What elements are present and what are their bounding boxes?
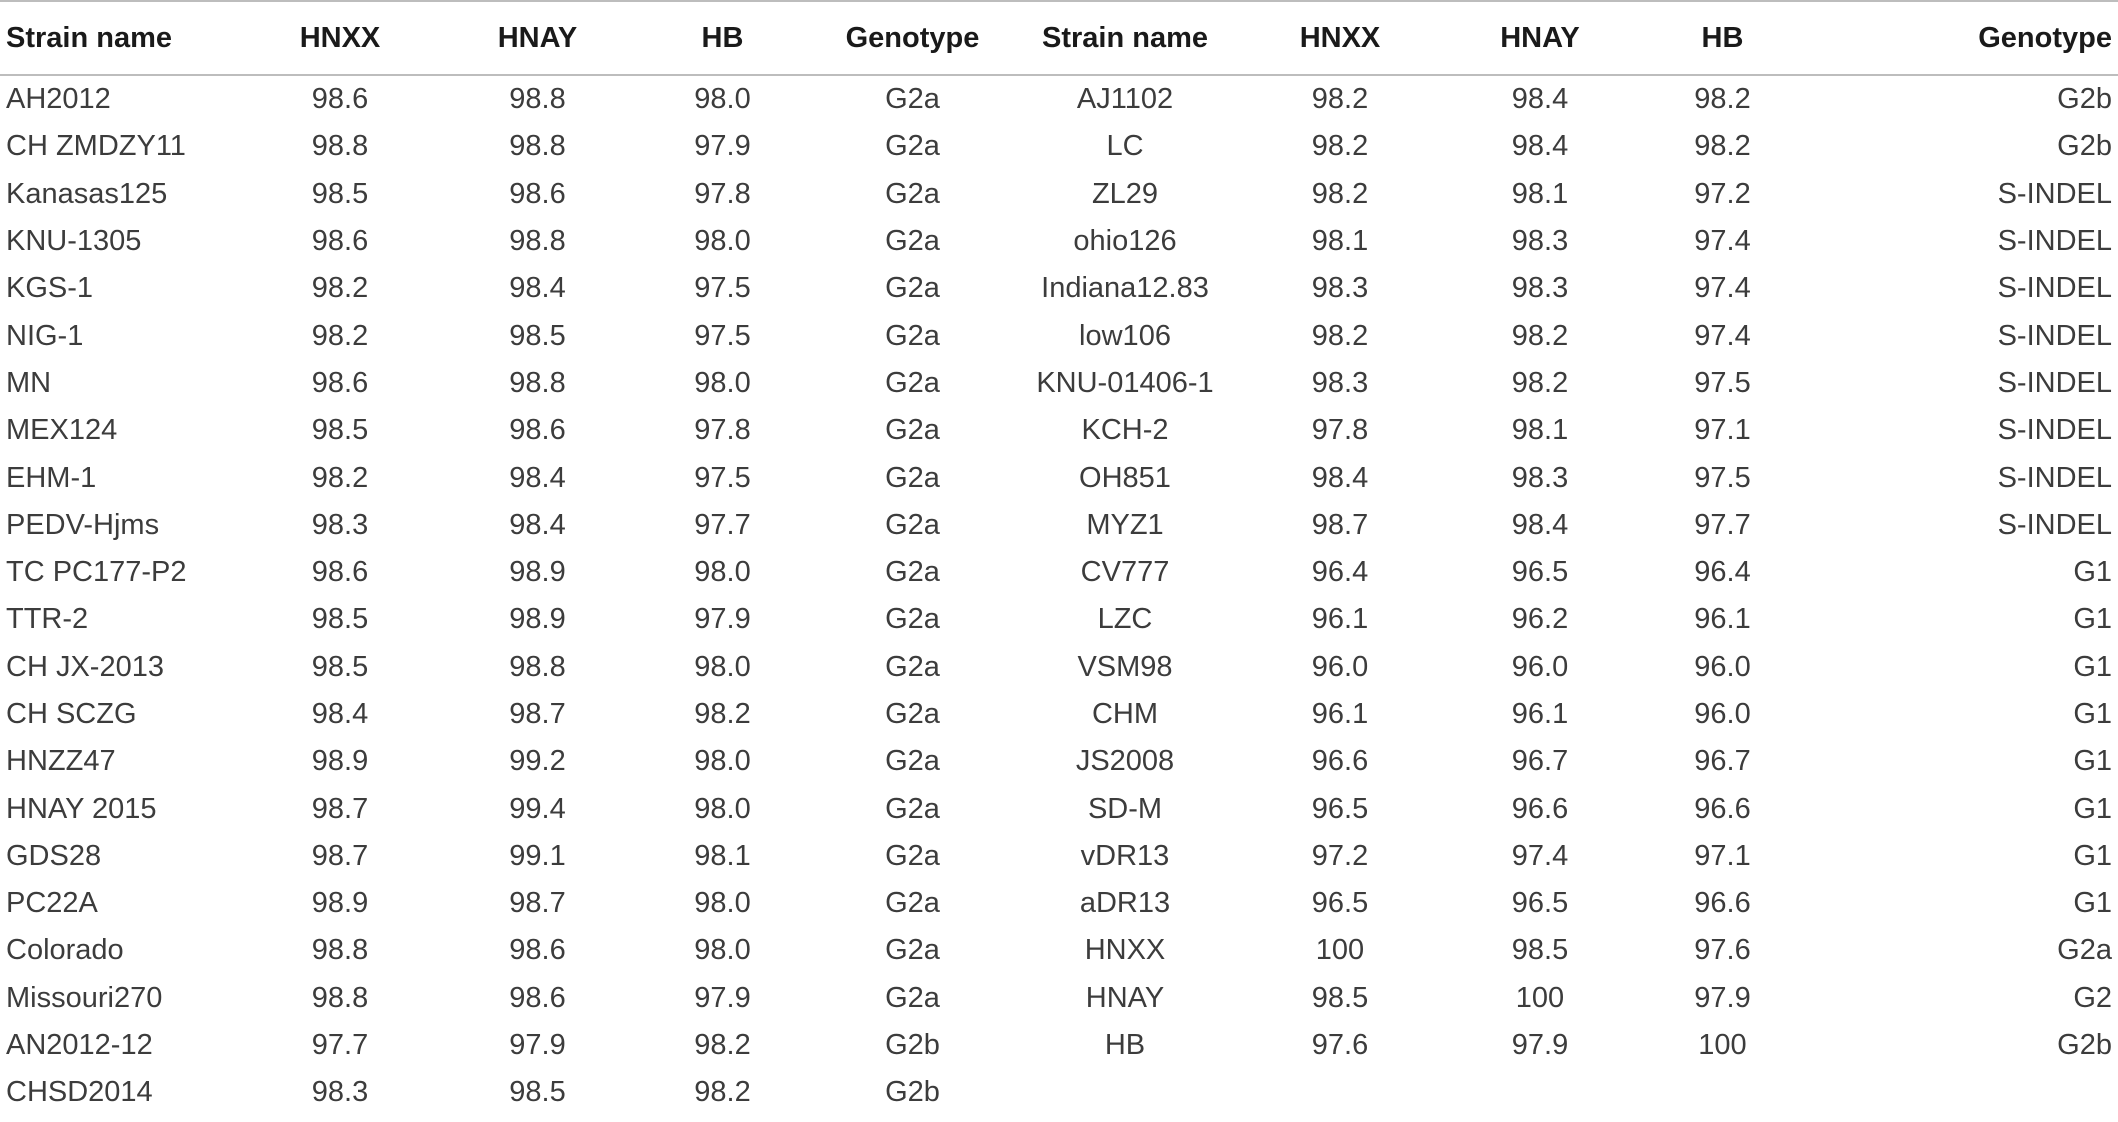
cell-hb: 98.0 xyxy=(694,225,751,258)
cell-hnay: 98.3 xyxy=(1511,461,1569,494)
cell-strain-name: PEDV-Hjms xyxy=(6,508,160,541)
cell-hnxx: 96.6 xyxy=(1311,745,1369,778)
cell-strain-name: low106 xyxy=(1079,319,1171,352)
cell-genotype: G1 xyxy=(2073,650,2112,683)
table-row xyxy=(0,407,2118,454)
cell-hnxx: 98.6 xyxy=(311,225,369,258)
cell-genotype: G2b xyxy=(2057,130,2112,163)
cell-hnay: 96.2 xyxy=(1511,603,1569,636)
cell-hnay: 98.6 xyxy=(509,177,566,210)
cell-hb: 97.8 xyxy=(694,414,751,447)
cell-genotype: S-INDEL xyxy=(1997,225,2112,258)
cell-hb: 97.4 xyxy=(1694,319,1751,352)
cell-hnay: 98.1 xyxy=(1511,414,1569,447)
cell-genotype: S-INDEL xyxy=(1997,461,2112,494)
cell-strain-name: JS2008 xyxy=(1075,745,1175,778)
cell-hnxx: 98.6 xyxy=(311,83,369,116)
cell-hnay: 96.5 xyxy=(1511,556,1569,589)
cell-hb: 97.7 xyxy=(694,508,751,541)
cell-strain-name: OH851 xyxy=(1079,461,1171,494)
cell-hb: 98.0 xyxy=(694,934,751,967)
cell-strain-name: SD-M xyxy=(1087,792,1163,825)
cell-genotype: G2a xyxy=(885,603,940,636)
cell-genotype: S-INDEL xyxy=(1997,272,2112,305)
cell-strain-name: EHM-1 xyxy=(6,461,97,494)
cell-hnxx: 98.5 xyxy=(311,603,369,636)
cell-strain-name xyxy=(1015,1069,1235,1116)
cell-hnxx: 98.2 xyxy=(1311,130,1369,163)
cell-genotype: G2b xyxy=(885,1029,940,1062)
cell-hb: 98.2 xyxy=(694,698,751,730)
cell-hnay: 96.1 xyxy=(1511,698,1569,730)
cell-hnxx: 97.8 xyxy=(1311,414,1369,447)
table-row xyxy=(0,880,2118,927)
cell-hnxx: 98.8 xyxy=(311,981,369,1014)
cell-genotype: G2a xyxy=(885,414,940,447)
cell-strain-name: vDR13 xyxy=(1080,839,1170,872)
cell-genotype: G2a xyxy=(885,981,940,1014)
cell-hnay: 96.6 xyxy=(1511,792,1569,825)
cell-hnay: 98.6 xyxy=(509,414,566,447)
cell-hnxx xyxy=(1235,1069,1445,1116)
cell-hb: 98.2 xyxy=(694,1029,751,1062)
cell-hnay: 98.4 xyxy=(1511,130,1569,163)
cell-hb: 98.0 xyxy=(694,83,751,116)
cell-strain-name: ohio126 xyxy=(1073,225,1177,258)
cell-hnxx: 96.0 xyxy=(1311,650,1369,683)
cell-hnay: 98.4 xyxy=(1511,508,1569,541)
cell-hnxx: 98.7 xyxy=(311,792,369,825)
cell-genotype: S-INDEL xyxy=(1997,366,2112,399)
cell-genotype: G2a xyxy=(885,225,940,258)
table-row xyxy=(0,833,2118,880)
cell-genotype: G2a xyxy=(885,934,940,967)
cell-hb: 96.6 xyxy=(1694,887,1751,920)
header-hb-right: HB xyxy=(1635,1,1810,75)
cell-hnay: 99.4 xyxy=(509,792,566,825)
cell-hnay: 98.5 xyxy=(509,319,566,352)
cell-hb: 98.0 xyxy=(694,366,751,399)
cell-hb: 97.4 xyxy=(1694,225,1751,258)
table-row xyxy=(0,927,2118,974)
cell-hb: 97.2 xyxy=(1694,177,1751,210)
cell-genotype: G2a xyxy=(885,792,940,825)
cell-hb: 97.1 xyxy=(1694,839,1751,872)
cell-hb: 97.9 xyxy=(694,130,751,163)
cell-hnxx: 97.7 xyxy=(311,1029,369,1062)
cell-hnay: 98.4 xyxy=(509,461,566,494)
table-row xyxy=(0,171,2118,218)
cell-genotype: G2a xyxy=(885,745,940,778)
cell-hnxx: 98.2 xyxy=(1311,319,1369,352)
cell-genotype: G2a xyxy=(885,508,940,541)
table-row xyxy=(0,265,2118,312)
table-row xyxy=(0,1022,2118,1069)
header-hnxx-left: HNXX xyxy=(240,1,440,75)
cell-hb: 98.0 xyxy=(694,745,751,778)
cell-hnay: 98.8 xyxy=(509,130,566,163)
table-row xyxy=(0,218,2118,265)
cell-hnay: 98.2 xyxy=(1511,319,1569,352)
cell-hb xyxy=(1635,1069,1810,1116)
cell-genotype: G1 xyxy=(2073,745,2112,778)
cell-hnay: 98.6 xyxy=(509,934,566,967)
cell-genotype: G2b xyxy=(2057,1029,2112,1062)
cell-hb: 98.0 xyxy=(694,792,751,825)
cell-hnxx: 98.9 xyxy=(311,887,369,920)
cell-hnay xyxy=(1445,1069,1635,1116)
cell-strain-name: aDR13 xyxy=(1079,887,1171,920)
cell-genotype: G2a xyxy=(885,650,940,683)
cell-hb: 96.0 xyxy=(1694,698,1751,730)
cell-hnxx: 98.2 xyxy=(311,461,369,494)
table-row xyxy=(0,975,2118,1022)
cell-hb: 97.5 xyxy=(694,272,751,305)
cell-hnay: 98.9 xyxy=(509,603,566,636)
cell-hnay: 98.4 xyxy=(1511,83,1569,116)
cell-hnxx: 100 xyxy=(1315,934,1365,967)
cell-strain-name: HNAY xyxy=(1085,981,1165,1014)
cell-strain-name: HNZZ47 xyxy=(6,745,116,778)
cell-hnxx: 98.2 xyxy=(1311,83,1369,116)
cell-strain-name: PC22A xyxy=(6,887,98,920)
table-row xyxy=(0,738,2118,785)
cell-genotype: G1 xyxy=(2073,839,2112,872)
cell-hb: 100 xyxy=(1698,1029,1747,1062)
cell-strain-name: VSM98 xyxy=(1077,650,1173,683)
cell-genotype: G2a xyxy=(885,698,940,730)
cell-hnxx: 96.1 xyxy=(1311,698,1369,730)
cell-strain-name: Indiana12.83 xyxy=(1041,272,1209,305)
cell-hnay: 98.4 xyxy=(509,508,566,541)
cell-hb: 97.5 xyxy=(694,319,751,352)
cell-hnay: 97.9 xyxy=(1511,1029,1569,1062)
cell-genotype: S-INDEL xyxy=(1997,414,2112,447)
cell-hnxx: 98.6 xyxy=(311,556,369,589)
cell-genotype: S-INDEL xyxy=(1997,177,2112,210)
cell-hb: 97.5 xyxy=(1694,461,1751,494)
cell-strain-name: HNXX xyxy=(1084,934,1166,967)
cell-hnay: 98.8 xyxy=(509,83,566,116)
cell-strain-name: CH JX-2013 xyxy=(6,650,164,683)
cell-genotype: G2a xyxy=(885,130,940,163)
table-row xyxy=(0,360,2118,407)
table-row xyxy=(0,785,2118,832)
cell-strain-name: GDS28 xyxy=(6,839,102,872)
cell-strain-name: Colorado xyxy=(6,934,124,967)
cell-hnay: 98.4 xyxy=(509,272,566,305)
cell-strain-name: AH2012 xyxy=(6,83,111,116)
cell-hnay: 98.3 xyxy=(1511,225,1569,258)
cell-hnay: 98.5 xyxy=(1511,934,1569,967)
cell-hnay: 98.7 xyxy=(509,698,566,730)
cell-hb: 98.2 xyxy=(694,1076,751,1109)
cell-strain-name: KGS-1 xyxy=(6,272,94,305)
cell-strain-name: CH SCZG xyxy=(6,698,137,730)
cell-genotype: G2b xyxy=(885,1076,940,1109)
cell-hb: 97.4 xyxy=(1694,272,1751,305)
cell-hnxx: 98.3 xyxy=(1311,272,1369,305)
cell-hnxx: 96.5 xyxy=(1311,792,1369,825)
cell-hnxx: 98.5 xyxy=(311,177,369,210)
cell-hb: 97.1 xyxy=(1694,414,1751,447)
cell-hnxx: 97.2 xyxy=(1311,839,1369,872)
cell-genotype: G2b xyxy=(2057,83,2112,116)
header-genotype-right: Genotype xyxy=(1810,1,2118,75)
header-hb-left: HB xyxy=(635,1,810,75)
cell-hnxx: 98.7 xyxy=(311,839,369,872)
cell-hnxx: 96.4 xyxy=(1311,556,1369,589)
cell-hb: 98.0 xyxy=(694,556,751,589)
cell-hb: 98.1 xyxy=(694,839,751,872)
cell-hnay: 98.5 xyxy=(509,1076,566,1109)
header-hnay-left: HNAY xyxy=(440,1,635,75)
cell-hnay: 98.9 xyxy=(509,556,566,589)
cell-genotype: S-INDEL xyxy=(1997,319,2112,352)
cell-strain-name: MYZ1 xyxy=(1086,508,1164,541)
cell-hb: 96.4 xyxy=(1694,556,1751,589)
cell-strain-name: CHM xyxy=(1091,698,1159,730)
cell-hb: 96.0 xyxy=(1694,650,1751,683)
cell-genotype: G2 xyxy=(2073,981,2112,1014)
table-body xyxy=(0,75,2118,1117)
cell-hnay: 98.8 xyxy=(509,366,566,399)
cell-genotype: G1 xyxy=(2073,792,2112,825)
cell-hb: 97.5 xyxy=(1694,366,1751,399)
cell-hnay: 98.2 xyxy=(1511,366,1569,399)
header-genotype-left: Genotype xyxy=(810,1,1015,75)
cell-strain-name: Kanasas125 xyxy=(6,177,168,210)
cell-hb: 97.6 xyxy=(1694,934,1751,967)
cell-hnxx: 98.3 xyxy=(1311,366,1369,399)
cell-hnxx: 98.3 xyxy=(311,508,369,541)
cell-hnxx: 98.4 xyxy=(311,698,369,730)
cell-hnxx: 98.2 xyxy=(1311,177,1369,210)
cell-hnxx: 98.5 xyxy=(311,650,369,683)
cell-hb: 98.0 xyxy=(694,650,751,683)
cell-genotype: G1 xyxy=(2073,603,2112,636)
cell-hnay: 96.0 xyxy=(1511,650,1569,683)
cell-hnxx: 98.4 xyxy=(1311,461,1369,494)
cell-hb: 98.0 xyxy=(694,887,751,920)
cell-strain-name: KCH-2 xyxy=(1081,414,1169,447)
cell-strain-name: HB xyxy=(1104,1029,1146,1062)
table-row xyxy=(0,123,2118,170)
cell-strain-name: AN2012-12 xyxy=(6,1029,153,1062)
cell-genotype: G2a xyxy=(885,887,940,920)
cell-hnay: 100 xyxy=(1515,981,1565,1014)
cell-hnay: 98.7 xyxy=(509,887,566,920)
cell-hnxx: 98.8 xyxy=(311,934,369,967)
cell-hb: 97.9 xyxy=(1694,981,1751,1014)
cell-hnay: 97.9 xyxy=(509,1029,566,1062)
cell-hnxx: 98.8 xyxy=(311,130,369,163)
cell-strain-name: KNU-1305 xyxy=(6,225,142,258)
cell-strain-name: CH ZMDZY11 xyxy=(6,130,186,163)
cell-hb: 96.6 xyxy=(1694,792,1751,825)
cell-hnxx: 96.1 xyxy=(1311,603,1369,636)
cell-hb: 97.8 xyxy=(694,177,751,210)
cell-genotype: G1 xyxy=(2073,887,2112,920)
cell-genotype xyxy=(1810,1069,2118,1116)
cell-hnay: 99.2 xyxy=(509,745,566,778)
cell-hnxx: 98.5 xyxy=(311,414,369,447)
cell-hnay: 98.3 xyxy=(1511,272,1569,305)
cell-genotype: G2a xyxy=(885,319,940,352)
table-row xyxy=(0,596,2118,643)
table-row xyxy=(0,312,2118,359)
table-row xyxy=(0,75,2118,123)
cell-strain-name: LZC xyxy=(1097,603,1153,636)
table-row xyxy=(0,1069,2118,1116)
header-strain-name-left: Strain name xyxy=(0,1,240,75)
cell-hb: 97.5 xyxy=(694,461,751,494)
header-row xyxy=(0,1,2118,75)
cell-hnay: 98.1 xyxy=(1511,177,1569,210)
table-row xyxy=(0,691,2118,738)
cell-strain-name: AJ1102 xyxy=(1076,83,1174,116)
table-row xyxy=(0,454,2118,501)
cell-hnay: 99.1 xyxy=(509,839,566,872)
header-hnay-right: HNAY xyxy=(1445,1,1635,75)
cell-strain-name: MN xyxy=(6,366,52,399)
cell-hb: 98.2 xyxy=(1694,83,1751,116)
cell-genotype: G2a xyxy=(885,272,940,305)
cell-hb: 96.1 xyxy=(1694,603,1751,636)
cell-hnay: 96.5 xyxy=(1511,887,1569,920)
cell-hb: 96.7 xyxy=(1694,745,1751,778)
cell-strain-name: TC PC177-P2 xyxy=(6,556,187,589)
cell-genotype: G2a xyxy=(885,461,940,494)
cell-hnxx: 98.6 xyxy=(311,366,369,399)
cell-strain-name: KNU-01406-1 xyxy=(1036,366,1214,399)
cell-hb: 98.2 xyxy=(1694,130,1751,163)
cell-hb: 97.9 xyxy=(694,603,751,636)
header-strain-name-right: Strain name xyxy=(1015,1,1235,75)
cell-strain-name: CV777 xyxy=(1080,556,1170,589)
table-row xyxy=(0,644,2118,691)
cell-hnxx: 98.1 xyxy=(1311,225,1369,258)
cell-strain-name: ZL29 xyxy=(1091,177,1159,210)
cell-genotype: G2a xyxy=(885,556,940,589)
cell-strain-name: Missouri270 xyxy=(6,981,163,1014)
cell-genotype: G1 xyxy=(2073,698,2112,730)
cell-genotype: G2a xyxy=(2057,934,2112,967)
cell-strain-name: LC xyxy=(1106,130,1144,163)
cell-hnay: 98.8 xyxy=(509,225,566,258)
cell-hb: 97.9 xyxy=(694,981,751,1014)
cell-genotype: G2a xyxy=(885,839,940,872)
cell-strain-name: CHSD2014 xyxy=(6,1076,153,1109)
cell-hnxx: 98.3 xyxy=(311,1076,369,1109)
cell-strain-name: HNAY 2015 xyxy=(6,792,157,825)
cell-strain-name: MEX124 xyxy=(6,414,118,447)
cell-hnay: 98.8 xyxy=(509,650,566,683)
cell-hnay: 97.4 xyxy=(1511,839,1569,872)
cell-hnxx: 98.2 xyxy=(311,272,369,305)
cell-hb: 97.7 xyxy=(1694,508,1751,541)
cell-strain-name: TTR-2 xyxy=(6,603,89,636)
cell-hnxx: 98.5 xyxy=(1311,981,1369,1014)
cell-genotype: G1 xyxy=(2073,556,2112,589)
cell-hnxx: 96.5 xyxy=(1311,887,1369,920)
cell-genotype: G2a xyxy=(885,83,940,116)
cell-hnxx: 97.6 xyxy=(1311,1029,1369,1062)
cell-hnay: 98.6 xyxy=(509,981,566,1014)
cell-strain-name: NIG-1 xyxy=(6,319,84,352)
cell-genotype: S-INDEL xyxy=(1997,508,2112,541)
cell-hnxx: 98.7 xyxy=(1311,508,1369,541)
cell-hnxx: 98.9 xyxy=(311,745,369,778)
cell-hnxx: 98.2 xyxy=(311,319,369,352)
table-row xyxy=(0,502,2118,549)
table-row xyxy=(0,549,2118,596)
cell-hnay: 96.7 xyxy=(1511,745,1569,778)
cell-genotype: G2a xyxy=(885,177,940,210)
header-hnxx-right: HNXX xyxy=(1235,1,1445,75)
cell-genotype: G2a xyxy=(885,366,940,399)
